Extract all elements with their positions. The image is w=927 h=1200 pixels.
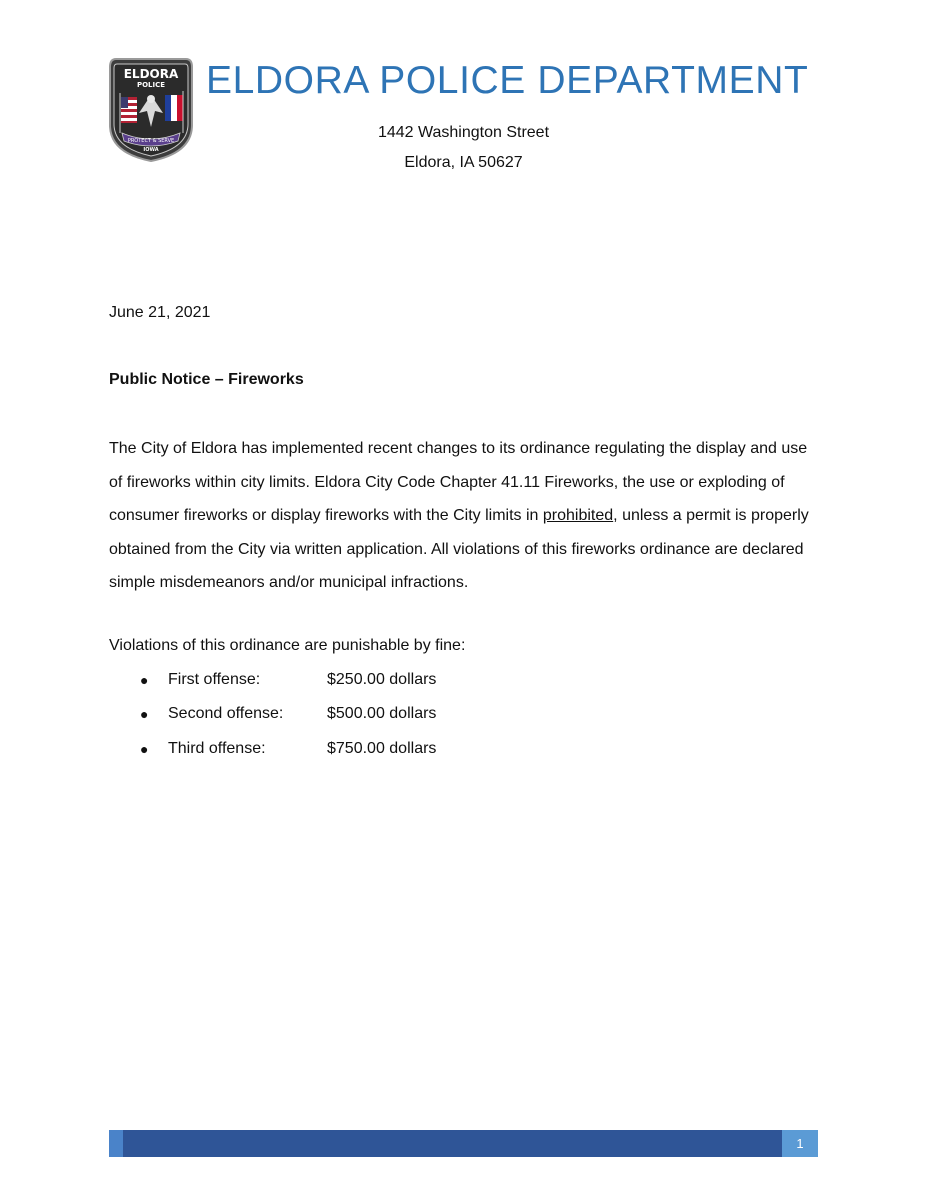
badge-sub-text: POLICE [136, 81, 166, 89]
bullet-icon: ● [140, 740, 149, 757]
notice-heading: Public Notice – Fireworks [109, 371, 304, 388]
badge-bottom-text: IOWA [143, 147, 159, 153]
offense-label: First offense: [168, 671, 261, 688]
badge-top-text: ELDORA [123, 67, 179, 81]
page-number: 1 [782, 1130, 818, 1157]
bullet-icon: ● [140, 706, 149, 723]
ordinance-paragraph [109, 432, 821, 600]
paragraph-text-start: The City of Eldora has implemented recent changes to its ordinance regulating the display and use of fireworks within city limits. Eldora City Code Chapter 41.11 Fireworks, the use or exploding of consumer fireworks or display fireworks with the City limits in [109, 440, 808, 524]
address-city: Eldora, IA 50627 [404, 154, 523, 171]
letter-date: June 21, 2021 [109, 304, 211, 321]
prohibited-underlined-text: prohibited [542, 507, 614, 524]
paragraph-text-end: , unless a permit is properly obtained from the City via written application. All violations of this fireworks ordinance are declared simple misdemeanors and/or municipal infractions. [109, 507, 809, 591]
offense-label: Third offense: [168, 739, 266, 757]
fine-amount: $250.00 dollars [327, 671, 437, 688]
fine-amount: $750.00 dollars [327, 739, 437, 757]
footer-bar-accent [109, 1130, 123, 1157]
badge-ribbon-text: PROTECT & SERVE [127, 138, 175, 144]
fine-amount: $500.00 dollars [327, 705, 437, 723]
bullet-icon: ● [140, 672, 149, 688]
department-title: ELDORA POLICE DEPARTMENT [206, 59, 809, 102]
offense-label: Second offense: [168, 705, 284, 723]
police-badge-logo [108, 55, 194, 163]
fines-intro: Violations of this ordinance are punishable by fine: [109, 637, 466, 654]
footer-bar [109, 1130, 782, 1157]
address-street: 1442 Washington Street [377, 124, 550, 141]
